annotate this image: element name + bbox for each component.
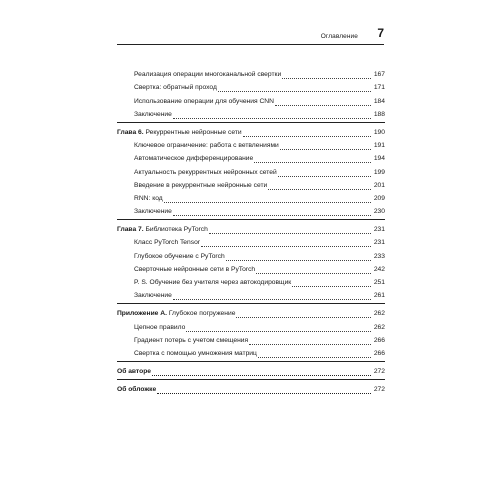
toc-entry-label: Цепное правило xyxy=(134,323,186,331)
leader-dots xyxy=(275,99,371,106)
leader-dots xyxy=(186,325,371,332)
toc-chapter-label xyxy=(117,129,242,137)
toc-entry xyxy=(117,287,385,300)
leader-dots xyxy=(282,72,371,79)
toc-about-author xyxy=(117,363,385,376)
toc-chapter-label xyxy=(117,310,235,318)
toc-entry-label: Введение в рекуррентные нейронные сети xyxy=(134,181,268,189)
leader-dots xyxy=(280,143,371,150)
toc-entry-page: 171 xyxy=(373,84,385,92)
toc-entry-label: Автоматическое дифференцирование xyxy=(134,155,254,163)
leader-dots xyxy=(157,387,371,394)
toc-entry-page: 230 xyxy=(373,208,385,216)
toc-entry xyxy=(117,92,385,105)
toc-about-cover xyxy=(117,381,385,394)
toc-entry-label: Класс PyTorch Tensor xyxy=(134,239,201,247)
toc-entry-page: 272 xyxy=(373,386,385,394)
toc-entry-label: Актуальность рекуррентных нейронных сетей xyxy=(134,168,277,176)
toc-entry-page: 266 xyxy=(373,336,385,344)
toc-entry-label: Глубокое обучение с PyTorch xyxy=(134,252,225,260)
table-of-contents xyxy=(117,66,385,394)
toc-entry-label: Заключение xyxy=(134,110,172,118)
toc-entry-label: Заключение xyxy=(134,292,172,300)
section-divider xyxy=(117,219,385,220)
section-divider xyxy=(117,122,385,123)
toc-entry-label: Реализация операции многоканальной свертки xyxy=(134,71,282,79)
chapter-title: Рекуррентные нейронные сети xyxy=(145,128,242,136)
leader-dots xyxy=(173,209,371,216)
toc-entry-page: 188 xyxy=(373,110,385,118)
toc-entry-page: 242 xyxy=(373,265,385,273)
leader-dots xyxy=(254,156,371,163)
toc-entry-page: 184 xyxy=(373,97,385,105)
toc-entry-label: Сверточные нейронные сети в PyTorch xyxy=(134,265,256,273)
toc-entry xyxy=(117,247,385,260)
toc-entry-page: 209 xyxy=(373,194,385,202)
toc-entry-label: Использование операции для обучения CNN xyxy=(134,97,274,105)
chapter-title: Библиотека PyTorch xyxy=(145,226,208,234)
chapter-prefix: Глава 7. xyxy=(117,226,144,234)
toc-appendix-a xyxy=(117,305,385,318)
toc-entry xyxy=(117,177,385,190)
section-divider xyxy=(117,303,385,304)
toc-entry xyxy=(117,106,385,119)
toc-entry-page: 262 xyxy=(373,323,385,331)
leader-dots xyxy=(201,240,371,247)
toc-entry-page: 231 xyxy=(373,239,385,247)
running-title: Оглавление xyxy=(320,33,358,40)
page-header xyxy=(117,22,384,45)
leader-dots xyxy=(173,112,371,119)
toc-chapter-7 xyxy=(117,221,385,234)
appendix-prefix: Приложение А. xyxy=(117,310,167,318)
toc-entry-page: 262 xyxy=(373,310,385,318)
toc-entry-page: 167 xyxy=(373,71,385,79)
toc-entry-page: 251 xyxy=(373,279,385,286)
toc-entry-page: 199 xyxy=(373,168,385,176)
toc-entry xyxy=(117,274,385,287)
toc-entry xyxy=(117,66,385,79)
section-divider xyxy=(117,361,385,362)
toc-entry-page: 266 xyxy=(373,349,385,357)
leader-dots xyxy=(226,254,371,261)
leader-dots xyxy=(292,280,371,287)
toc-entry-label: Ключевое ограничение: работа с ветвлениями xyxy=(134,142,279,150)
toc-entry-page: 233 xyxy=(373,252,385,260)
toc-entry xyxy=(117,345,385,358)
chapter-prefix: Глава 6. xyxy=(117,128,144,136)
toc-entry-label: RNN: код xyxy=(134,194,163,202)
leader-dots xyxy=(243,130,371,137)
section-divider xyxy=(117,379,385,380)
toc-entry-label: Об обложке xyxy=(117,386,157,394)
toc-entry xyxy=(117,79,385,92)
leader-dots xyxy=(256,267,371,274)
leader-dots xyxy=(164,196,371,203)
toc-entry-page: 261 xyxy=(373,292,385,300)
leader-dots xyxy=(173,293,371,300)
toc-entry-label: Свертка с помощью умножения матриц xyxy=(134,349,257,357)
toc-entry xyxy=(117,261,385,274)
toc-entry xyxy=(117,234,385,247)
toc-chapter-label xyxy=(117,226,208,234)
toc-entry xyxy=(117,203,385,216)
leader-dots xyxy=(278,170,371,177)
toc-entry-label: Об авторе xyxy=(117,368,152,376)
toc-entry-label: Градиент потерь с учетом смещения xyxy=(134,336,249,344)
toc-entry-page: 272 xyxy=(373,368,385,376)
leader-dots xyxy=(268,183,371,190)
toc-entry xyxy=(117,332,385,345)
toc-entry-page: 194 xyxy=(373,155,385,163)
toc-entry xyxy=(117,137,385,150)
toc-entry-page: 201 xyxy=(373,181,385,189)
page-number: 7 xyxy=(377,26,384,40)
toc-entry xyxy=(117,190,385,203)
toc-entry-page: 231 xyxy=(373,226,385,234)
toc-entry xyxy=(117,150,385,163)
leader-dots xyxy=(258,351,371,358)
toc-entry xyxy=(117,318,385,331)
toc-entry-page: 190 xyxy=(373,128,385,136)
leader-dots xyxy=(249,338,371,345)
toc-entry-page: 191 xyxy=(373,142,385,150)
leader-dots xyxy=(236,311,371,318)
leader-dots xyxy=(218,85,371,92)
appendix-title: Глубокое погружение xyxy=(168,310,236,318)
toc-entry-label: P. S. Обучение без учителя через автокодировщик xyxy=(134,279,292,286)
toc-entry xyxy=(117,163,385,176)
toc-entry-label: Свертка: обратный проход xyxy=(134,84,217,92)
toc-chapter-6 xyxy=(117,124,385,137)
leader-dots xyxy=(152,369,371,376)
leader-dots xyxy=(209,227,371,234)
toc-entry-label: Заключение xyxy=(134,208,172,216)
